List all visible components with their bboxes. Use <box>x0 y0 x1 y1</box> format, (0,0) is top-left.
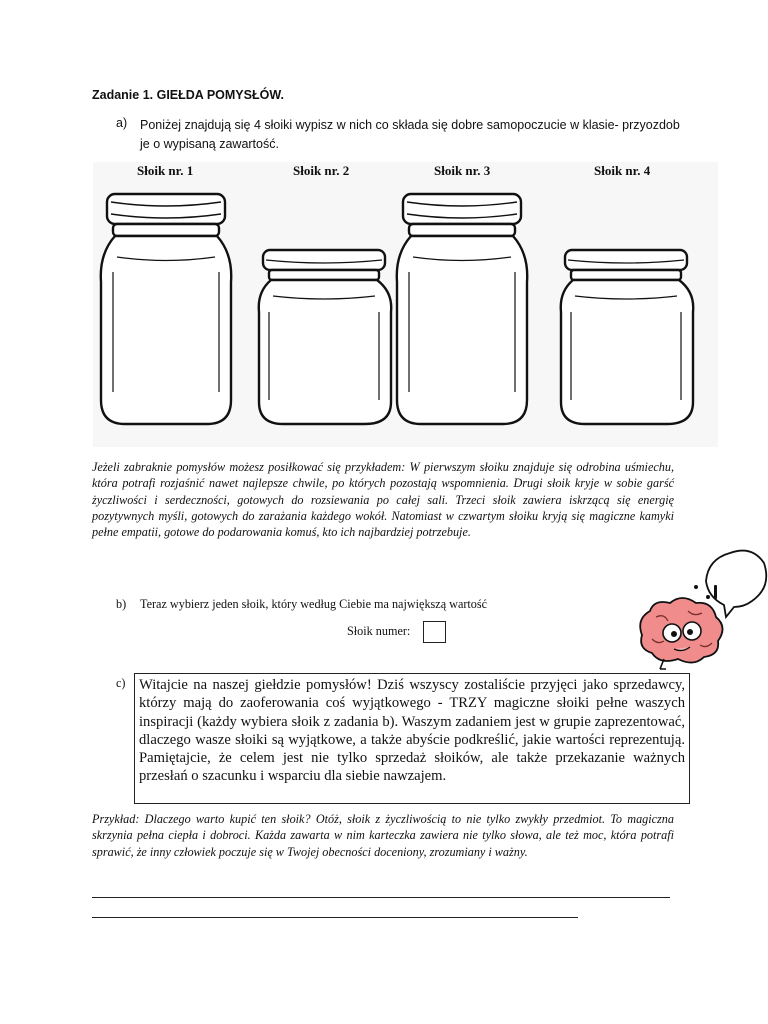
jar-2-drawing[interactable] <box>259 250 391 424</box>
jar-label-1: Słoik nr. 1 <box>137 163 194 178</box>
jar-number-label: Słoik numer: <box>347 624 411 638</box>
jar-label-4: Słoik nr. 4 <box>594 163 651 178</box>
brain-icon <box>640 598 722 669</box>
jars-illustration <box>93 162 718 447</box>
answer-line-1[interactable] <box>92 897 670 898</box>
item-a-letter: a) <box>116 116 128 130</box>
jar-1-drawing[interactable] <box>101 194 231 424</box>
jar-4-drawing[interactable] <box>561 250 693 424</box>
example2-paragraph: Przykład: Dlaczego warto kupić ten słoik? Otóż, słoik z życzliwością to nie tylko zwykły przedmiot. To magiczna skrzynia pełna ciepła i dobroci. Każda zawarta w nim karteczka zawiera nie tylko słowa, ale też moc, która potrafi sprawić, że inny człowiek poczuje się w Twojej obecności doceniony, zrozumiany i ważny. <box>92 812 674 859</box>
jar-3-drawing[interactable] <box>397 194 527 424</box>
task-title: Zadanie 1. GIEŁDA POMYSŁÓW. <box>92 88 284 102</box>
item-a-text: Poniżej znajdują się 4 słoiki wypisz w nich co składa się dobre samopoczucie w klasie- przyozdob je o wypisaną zawartość. <box>140 118 680 151</box>
item-b-text: Teraz wybierz jeden słoik, który według Ciebie ma największą wartość <box>140 597 488 611</box>
brain-mascot-illustration <box>630 545 768 675</box>
item-c-boxed-text: Witajcie na naszej giełdzie pomysłów! Dziś wszyscy zostaliście przyjęci jako sprzedawcy, którzy mają do zaoferowania coś wyjątkowego - TRZY magiczne słoiki pełne waszych inspiracji (każdy wybiera słoik z zadania b). Waszym zadaniem jest w grupie zaprezentować, dlaczego wasze słoiki są wyjątkowe, a także abyście podkreślić, jakie wartości reprezentują. Pamiętajcie, że celem jest nie tylko sprzedaż słoików, ale także przekazanie ważnych przesłań o szacunku i wsparciu dla siebie nawzajem. <box>134 673 690 804</box>
jar-number-input-box[interactable] <box>423 621 446 643</box>
item-c-letter: c) <box>116 676 126 690</box>
jar-label-3: Słoik nr. 3 <box>434 163 491 178</box>
answer-line-2[interactable] <box>92 917 578 918</box>
jars-panel <box>93 162 718 447</box>
jar-label-2: Słoik nr. 2 <box>293 163 350 178</box>
example-paragraph: Jeżeli zabraknie pomysłów możesz posiłkować się przykładem: W pierwszym słoiku znajduje się odrobina uśmiechu, która potrafi rozjaśnić nawet najlepsze chwile, po których pozostają wspomnienia. Drugi słoik kryje w sobie garść życzliwości i serdeczności, gotowych do rozsiewania po całej sali. Trzeci słoik zawiera iskrzącą się energię pozytywnych myśli, gotowych do zarażania każdego wokół. Natomiast w czwartym słoiku kryją się magiczne kamyki pełne empatii, gotowe do podarowania komuś, kto ich najbardziej potrzebuje. <box>92 460 674 540</box>
speech-bubble-icon <box>706 551 766 617</box>
item-b-letter: b) <box>116 597 127 611</box>
